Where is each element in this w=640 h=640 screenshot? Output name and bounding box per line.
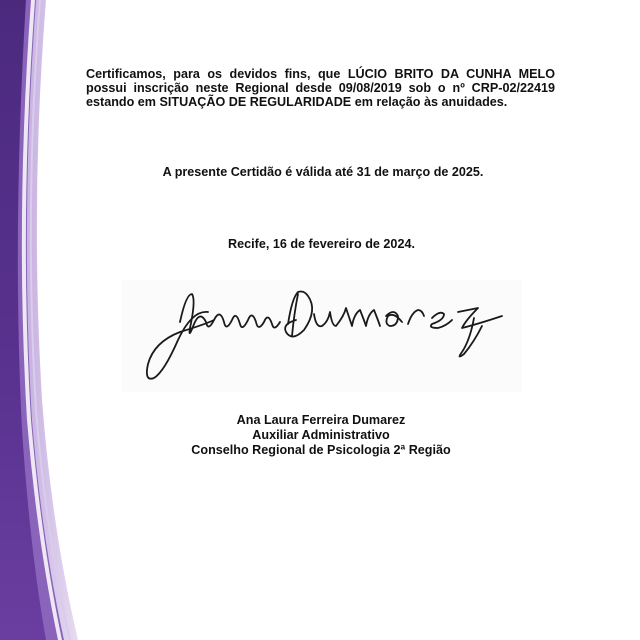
body-line-2: possui inscrição neste Regional desde 09/08/2019 sob o nº CRP-02/22419 (86, 81, 555, 96)
validity-statement: A presente Certidão é válida até 31 de março de 2025. (162, 165, 484, 179)
place-date: Recife, 16 de fevereiro de 2024. (228, 237, 415, 251)
signatory-role: Auxiliar Administrativo (252, 428, 390, 442)
decorative-border (0, 0, 90, 640)
body-line-3: estando em SITUAÇÃO DE REGULARIDADE em relação às anuidades. (86, 95, 508, 110)
certificate-body (86, 67, 555, 110)
handwritten-signature (122, 280, 522, 392)
signatory-block (0, 413, 640, 458)
signatory-name: Ana Laura Ferreira Dumarez (236, 413, 406, 427)
signatory-organization: Conselho Regional de Psicologia 2ª Região (191, 443, 451, 457)
body-line-1: Certificamos, para os devidos fins, que LÚCIO BRITO DA CUNHA MELO (86, 67, 555, 81)
